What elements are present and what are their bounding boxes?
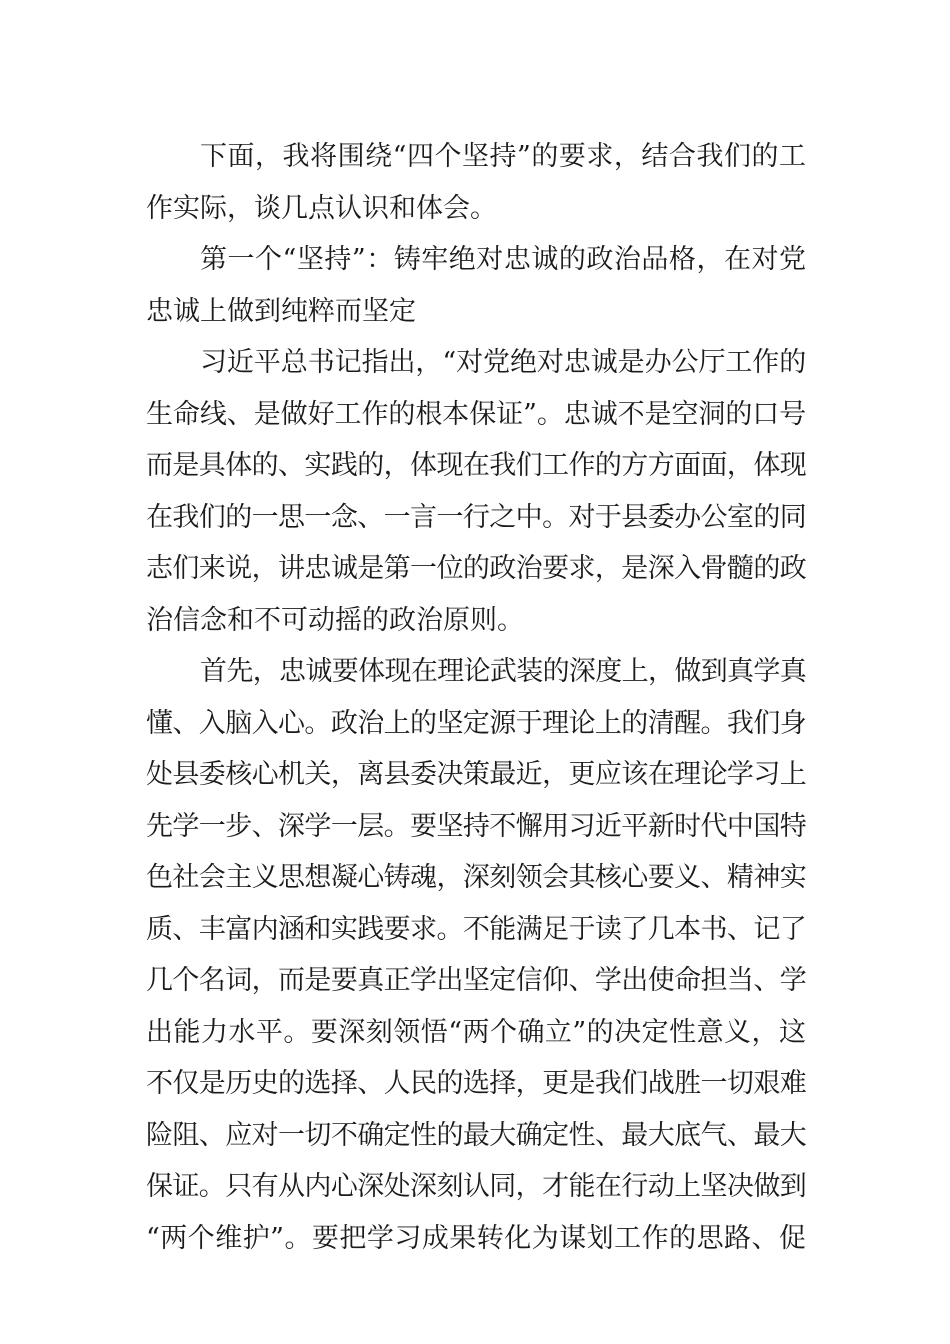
text-line: 懂、入脑入心。政治上的坚定源于理论上的清醒。我们身 [146, 707, 806, 739]
text-line: 保证。只有从内心深处深刻认同，才能在行动上坚决做到 [146, 1171, 806, 1202]
text-line: 治信念和不可动摇的政治原则。 [146, 604, 524, 636]
text-line: 习近平总书记指出，“对党绝对忠诚是办公厅工作的 [200, 347, 806, 378]
text-line: 出能力水平。要深刻领悟“两个确立”的决定性意义，这 [146, 1016, 806, 1048]
text-line: 下面，我将围绕“四个坚持”的要求，结合我们的工 [200, 141, 806, 172]
body-text [146, 131, 806, 1264]
text-line: “两个维护”。要把学习成果转化为谋划工作的思路、促 [146, 1222, 806, 1254]
text-line: 首先，忠诚要体现在理论武装的深度上，做到真学真 [200, 656, 806, 687]
text-line: 不仅是历史的选择、人民的选择，更是我们战胜一切艰难 [146, 1068, 806, 1099]
text-line: 先学一步、深学一层。要坚持不懈用习近平新时代中国特 [146, 810, 806, 842]
text-line: 生命线、是做好工作的根本保证”。忠诚不是空洞的口号 [146, 398, 806, 430]
text-line: 色社会主义思想凝心铸魂，深刻领会其核心要义、精神实 [146, 862, 806, 893]
text-line: 质、丰富内涵和实践要求。不能满足于读了几本书、记了 [146, 913, 806, 945]
text-line: 而是具体的、实践的，体现在我们工作的方方面面，体现 [146, 450, 806, 481]
text-line: 险阻、应对一切不确定性的最大确定性、最大底气、最大 [146, 1119, 806, 1151]
text-line: 在我们的一思一念、一言一行之中。对于县委办公室的同 [146, 501, 806, 533]
section-heading-line: 忠诚上做到纯粹而坚定 [146, 295, 416, 327]
text-line: 志们来说，讲忠诚是第一位的政治要求，是深入骨髓的政 [146, 553, 806, 584]
text-line: 处县委核心机关，离县委决策最近，更应该在理论学习上 [146, 759, 806, 790]
text-line: 几个名词，而是要真正学出坚定信仰、学出使命担当、学 [146, 965, 806, 996]
section-heading-line: 第一个“坚持”：铸牢绝对忠诚的政治品格，在对党 [200, 244, 806, 275]
text-line: 作实际，谈几点认识和体会。 [146, 192, 497, 224]
